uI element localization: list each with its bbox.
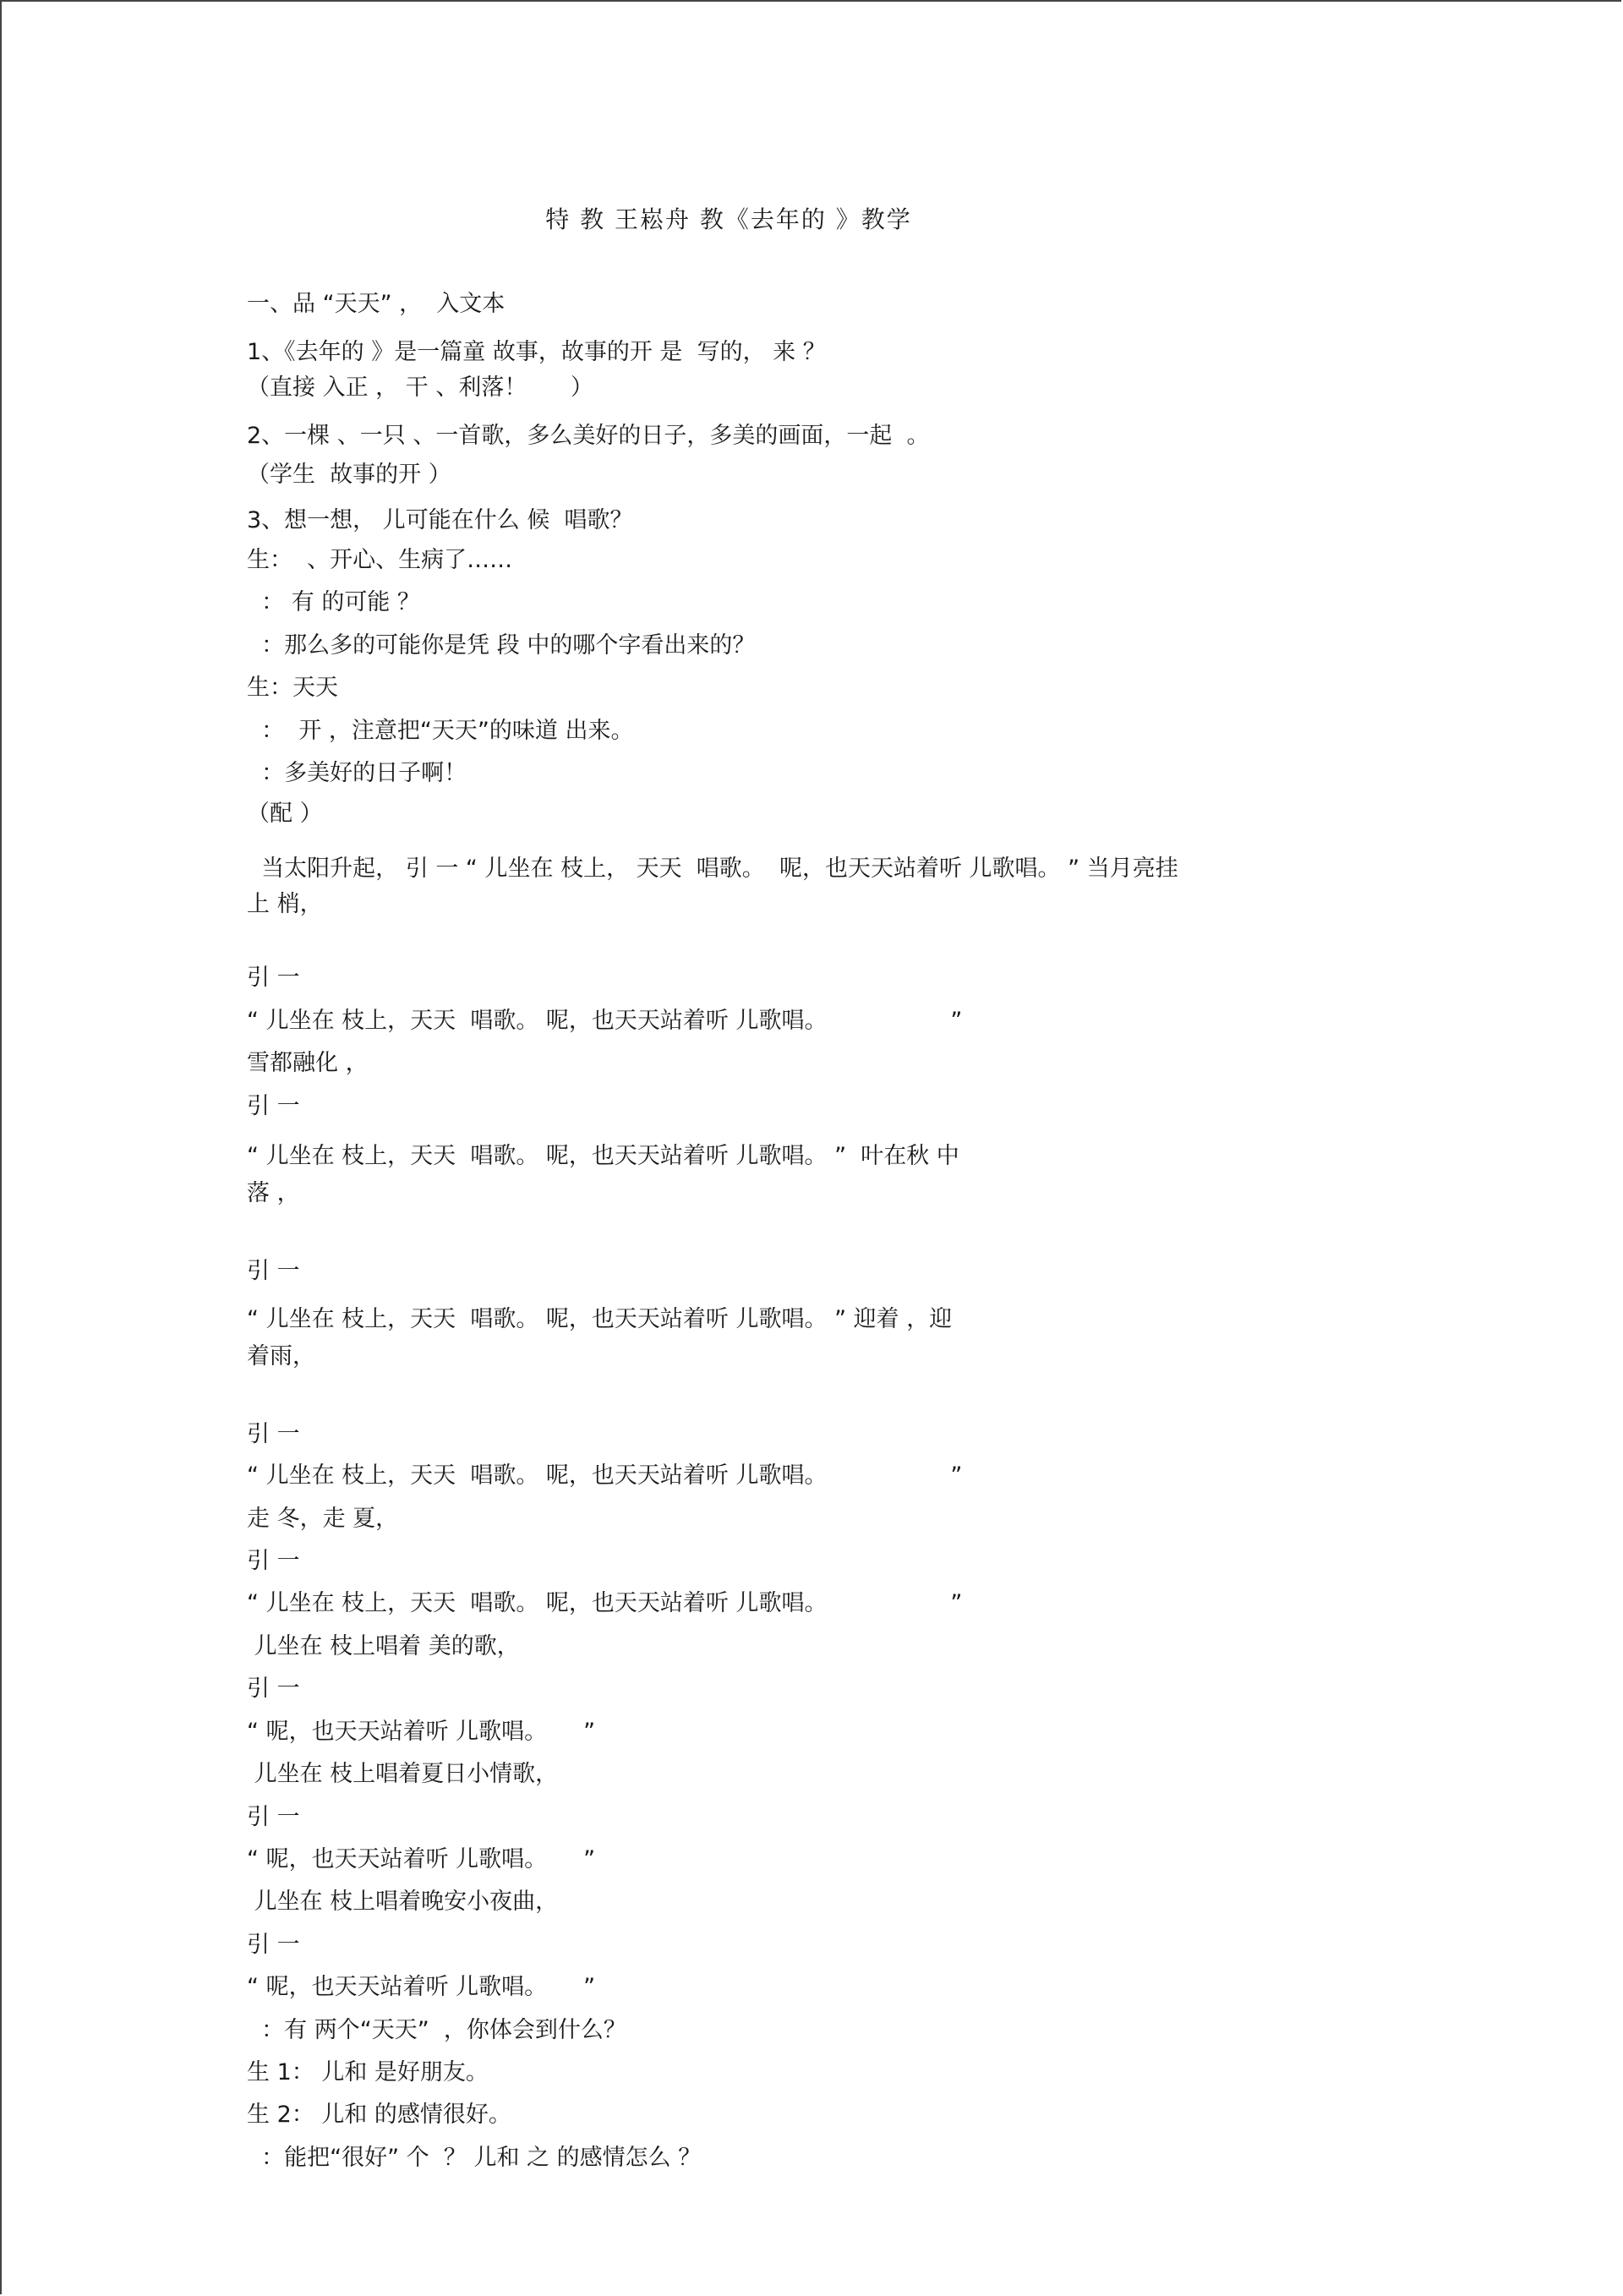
text-line: 雪都融化 ， xyxy=(247,1050,369,1076)
text-line: “ 呢，也天天站着听 儿歌唱。 ” xyxy=(247,1974,596,2000)
text-line: （学生 故事的开 ） xyxy=(247,462,451,488)
text-line: 上 梢， xyxy=(247,891,323,917)
text-line: 当太阳升起， 引 一 “ 儿坐在 枝上， 天天 唱歌。 呢，也天天站着听 儿歌唱。 ” 当月亮挂 xyxy=(247,856,1178,882)
text-line: 走 冬，走 夏， xyxy=(247,1506,399,1532)
text-line: ： 开 ，注意把“天天”的味道 出来。 xyxy=(247,718,634,744)
text-line: 落 ， xyxy=(247,1180,300,1206)
text-line: 儿坐在 枝上唱着晚安小夜曲， xyxy=(247,1889,559,1915)
text-line: “ 呢，也天天站着听 儿歌唱。 ” xyxy=(247,1719,596,1745)
text-line: ：多美好的日子啊！ xyxy=(247,760,467,786)
text-line: 生： 、开心、生病了…… xyxy=(247,547,513,573)
text-line: “ 呢，也天天站着听 儿歌唱。 ” xyxy=(247,1846,596,1872)
text-line: 引 一 xyxy=(247,965,300,991)
text-line: 引 一 xyxy=(247,1093,300,1119)
text-line: ： 有 的可能 ？ xyxy=(247,589,420,615)
text-line: 着雨， xyxy=(247,1343,315,1369)
text-line: 引 一 xyxy=(247,1421,300,1447)
text-line: ：有 两个“天天” ，你体会到什么？ xyxy=(247,2017,626,2043)
text-line: 2、一棵 、一只 、一首歌，多么美好的日子，多美的画面，一起 。 xyxy=(247,423,930,449)
text-line: ：能把“很好” 个 ？ 儿和 之 的感情怎么 ？ xyxy=(247,2145,702,2171)
text-line: “ 儿坐在 枝上，天天 唱歌。 呢，也天天站着听 儿歌唱。 ” xyxy=(247,1590,963,1616)
text-line: 引 一 xyxy=(247,1932,300,1958)
text-line: 儿坐在 枝上唱着夏日小情歌， xyxy=(247,1761,559,1787)
text-line: 1、《去年的 》是一篇童 故事，故事的开 是 写的， 来 ？ xyxy=(247,339,826,365)
text-line: “ 儿坐在 枝上，天天 唱歌。 呢，也天天站着听 儿歌唱。 ” xyxy=(247,1462,963,1489)
text-line: 引 一 xyxy=(247,1804,300,1830)
text-line: 生 1： 儿和 是好朋友。 xyxy=(247,2059,489,2086)
text-line: （直接 入正 ， 干 、利落！ ） xyxy=(247,374,593,401)
text-line: 3、想一想， 儿可能在什么 候 唱歌？ xyxy=(247,507,633,533)
text-line: “ 儿坐在 枝上，天天 唱歌。 呢，也天天站着听 儿歌唱。 ” xyxy=(247,1008,963,1034)
text-line: ：那么多的可能你是凭 段 中的哪个字看出来的？ xyxy=(247,632,756,659)
text-line: 引 一 xyxy=(247,1258,300,1284)
text-line: 引 一 xyxy=(247,1676,300,1702)
text-line: 引 一 xyxy=(247,1548,300,1574)
text-line: “ 儿坐在 枝上，天天 唱歌。 呢，也天天站着听 儿歌唱。 ” 迎着 ，迎 xyxy=(247,1306,953,1332)
document-title: 特 教 王崧舟 教《去年的 》教学 xyxy=(545,205,912,233)
section-heading: 一、品 “天天” ， 入文本 xyxy=(247,291,505,317)
text-line: “ 儿坐在 枝上，天天 唱歌。 呢，也天天站着听 儿歌唱。 ” 叶在秋 中 xyxy=(247,1143,959,1169)
text-line: （配 ） xyxy=(247,801,323,827)
text-line: 儿坐在 枝上唱着 美的歌， xyxy=(247,1633,520,1659)
text-line: 生 2： 儿和 的感情很好。 xyxy=(247,2102,511,2128)
text-line: 生：天天 xyxy=(247,675,338,701)
